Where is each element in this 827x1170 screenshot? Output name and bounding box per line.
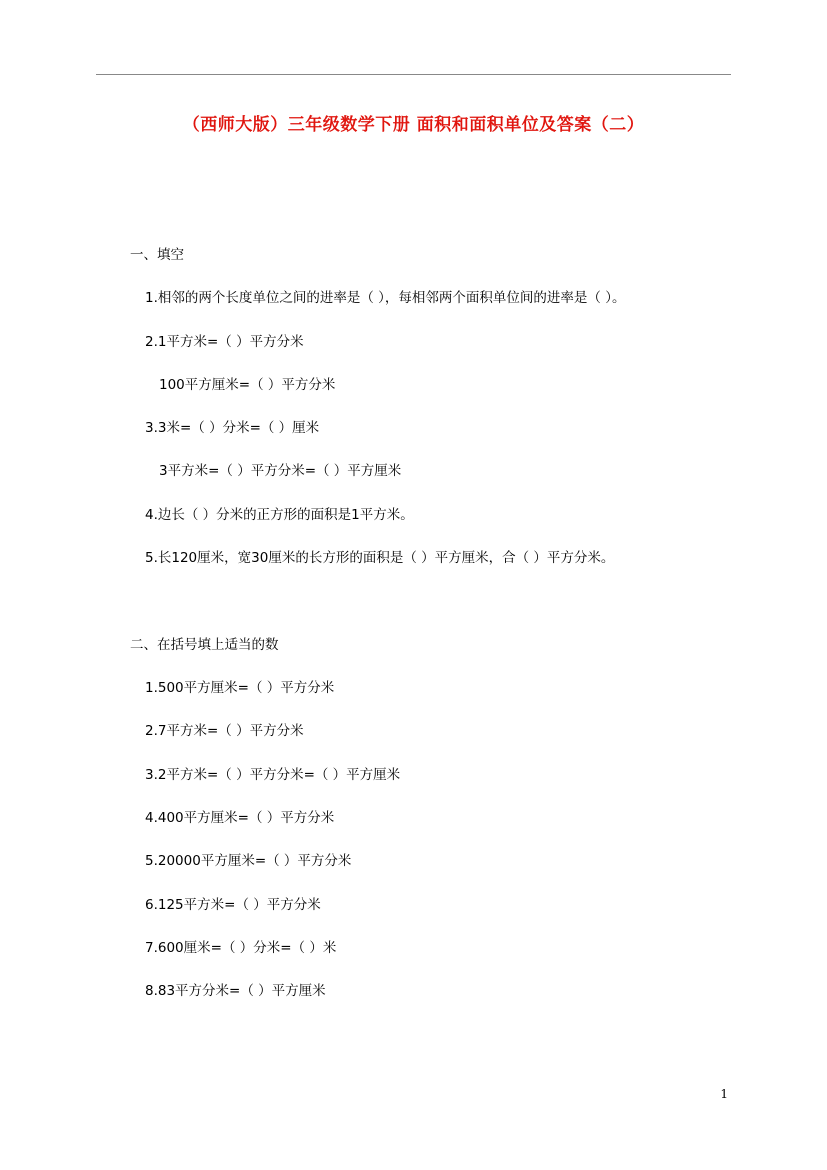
question-1-1: 1.相邻的两个长度单位之间的进率是（ ），每相邻两个面积单位间的进率是（ ）。 [145,290,626,306]
question-1-2b: 100平方厘米=（ ）平方分米 [159,377,336,393]
question-2-5: 5.20000平方厘米=（ ）平方分米 [145,853,352,869]
section-1-heading: 一、填空 [130,247,184,263]
question-1-5: 5.长120厘米，宽30厘米的长方形的面积是（ ）平方厘米，合（ ）平方分米。 [145,550,615,566]
question-2-2: 2.7平方米=（ ）平方分米 [145,723,304,739]
page-number: 1 [720,1087,728,1101]
question-1-2: 2.1平方米=（ ）平方分米 [145,334,304,350]
question-2-7: 7.600厘米=（ ）分米=（ ）米 [145,940,337,956]
question-1-4: 4.边长（ ）分米的正方形的面积是1平方米。 [145,507,414,523]
question-2-8: 8.83平方分米=（ ）平方厘米 [145,983,326,999]
question-2-4: 4.400平方厘米=（ ）平方分米 [145,810,335,826]
question-2-1: 1.500平方厘米=（ ）平方分米 [145,680,335,696]
question-1-3: 3.3米=（ ）分米=（ ）厘米 [145,420,320,436]
document-title: （西师大版）三年级数学下册 面积和面积单位及答案（二） [182,115,645,135]
question-1-3b: 3平方米=（ ）平方分米=（ ）平方厘米 [159,463,402,479]
question-2-6: 6.125平方米=（ ）平方分米 [145,897,321,913]
section-2-heading: 二、在括号填上适当的数 [130,637,279,653]
header-rule [96,74,731,75]
question-2-3: 3.2平方米=（ ）平方分米=（ ）平方厘米 [145,767,401,783]
